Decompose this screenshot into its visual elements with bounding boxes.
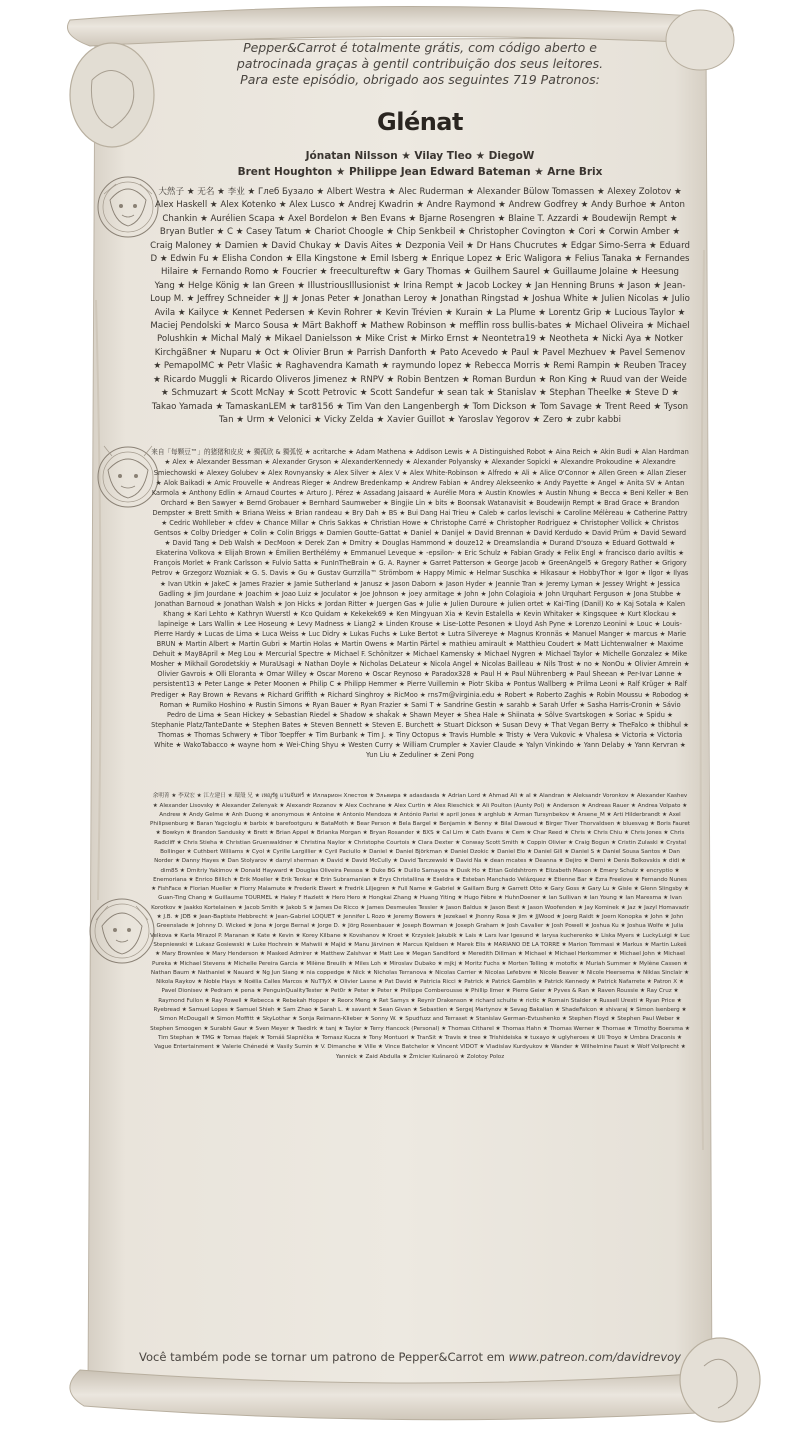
patreon-link[interactable]: www.patreon.com/davidrevoy <box>508 1350 681 1364</box>
intro-line-2: patrocinada graças à gentil contribuição dos seus leitores. <box>236 56 604 71</box>
patrons-tier-3: 来自「每颗豆™」的猪猪和皮皮 ★ 獨孤欣 & 獨弧悦 ★ acritarche ★ Adam Mathena ★ Addison Lewis ★ A Distinguished Robot ★ Aina Reich ★ Akin Budi ★ Alan Hardman ★ Alex ★ Alexander Bessman ★ Alexander Gryson ★ AlexanderKennedy ★ Alexander Polyansky ★ Alexander Sopicki ★ Alexandre Prokoudine ★ Alexandre Smiechowski ★ Alexey Golubev ★ Alex Rovnyansky ★ Alex Silver ★ Alex V ★ Alex White-Robinson ★ Alfredo ★ Ali ★ Alice O'Connor ★ Allen Green ★ Allan Zieser ★ Alok Baikadi ★ Amic Frouvelle ★ Andreas Rieger ★ Andrew Bredenkamp ★ Andrew Fabian ★ Andrey Alekseenko ★ Andy Payette ★ Angel ★ Anita SV ★ Antan Karmola ★ Anthony Edlin ★ Arnaud Courtes ★ Arturo J. Pérez ★ Assadang Jaisaard ★ Aurélie Mora ★ Austin Knowles ★ Austin Nhung ★ Becca ★ Beni Keller ★ Ben Orchard ★ Ben Sawyer ★ Bernd Grobauer ★ Bernhard Saumweber ★ Bingjie Lin ★ bits ★ Boonsak Watanavisit ★ Boudewijn Rempt ★ Brad Grace ★ Brandon Dempster ★ Brett Smith ★ Briana Weiss ★ Brian randeau ★ Bry Dah ★ BS ★ Bui Dang Hai Trieu ★ Caleb ★ carlos levischi ★ Caroline Mélèreau ★ Catherine Pattry ★ Cedric Wohlleber ★ cfdev ★ Chance Millar ★ Chris Sakkas ★ Christian Howe ★ Christophe Carré ★ Christopher Rodriguez ★ Christopher Vollick ★ Christos Gentsos ★ Colby Driedger ★ Colin ★ Colin Briggs ★ Damien Goutte-Gattat ★ Daniel ★ Danijel ★ David Brennan ★ David Kerdudo ★ David Prüm ★ David Seward ★ David Tang ★ Deb Walsh ★ DecMoon ★ Derek Zan ★ Dmitry ★ Douglas Hammond ★ douze12 ★ Dreamslandia ★ Durand D'souza ★ Eduard Gottwald ★ Ekaterina Volkova ★ Elijah Brown ★ Émilien Berthélémy ★ Emmanuel Leveque ★ -epsilon- ★ Eric Schulz ★ Fabian Grady ★ Felix Engl ★ francisco dario aviltis ★ François Morlet ★ Frank Carlsson ★ Fulvio Satta ★ FunInTheBrain ★ G. A. Rayner ★ Garret Patterson ★ George Jacob ★ GreenAngel5 ★ Gregory Rather ★ Grigory Petrov ★ Grzegorz Wozniak ★ G. S. Davis ★ Gu ★ Gustav Gurrzilla™ Strömbom ★ Happy Mimic ★ Helmar Suschka ★ Hikasaur ★ HobbyThor ★ Igor ★ Ilgor ★ Ilyas ★ Ivan Utkin ★ JakeC ★ James Frazier ★ Jamie Sutherland ★ Janusz ★ Jason Daborn ★ Jason Hyder ★ Jeannie Tran ★ Jeremy Lyman ★ Jessey Wright ★ Jessica Gadling ★ Jim Jourdane ★ Joachim ★ Joao Luiz ★ Joculator ★ Joe Johnson ★ joey armitage ★ John ★ John Colagioia ★ John Urquhart Ferguson ★ Jona Stubbe ★ Jonathan Barnoud ★ Jonathan Walsh ★ Jon Hicks ★ Jordan Ritter ★ Juergen Gas ★ Julie ★ Julien Duroure ★ julien ortet ★ Kai-Ting (Danil) Ko ★ Kaj Sotala ★ Kalen Khang ★ Kari Lehto ★ Kathryn Wuerstl ★ Kco Quidam ★ Kekekek69 ★ Ken Mingyuan Xia ★ Kevin Estalella ★ Kevin Whitaker ★ Kingsquee ★ Kurt Klockau ★ lapineige ★ Lars Wallin ★ Lee Hoseung ★ Levy Madness ★ Liang2 ★ Linden Krouse ★ Lise-Lotte Pesonen ★ Lloyd Ash Pyne ★ Lorenzo Leonini ★ Louc ★ Louis-Pierre Hardy ★ Lucas de Lima ★ Luca Weiss ★ Luc Didry ★ Lukas Fuchs ★ Luke Bertot ★ Lutra Silvereye ★ Magnus Kronnäs ★ Manuel Manger ★ marcus ★ Marie BRUN ★ Martin Albert ★ Martin Gubri ★ Martin Holas ★ Martin Owens ★ Martin Pärtel ★ mathieu amirault ★ Matthieu Coudert ★ Matt Lichtenwalner ★ Maxime Dehuit ★ May8April ★ Meg Lou ★ Mercurial Spectre ★ Michael F. Schönitzer ★ Michael Kamensky ★ Michael Nygren ★ Michael Taylor ★ Michelle Gonzalez ★ Mike Mosher ★ Mikhail Gorodetskiy ★ MuraUsagi ★ Nathan Doyle ★ Nicholas DeLateur ★ Nicola Angel ★ Nicolas Bailleau ★ Nils Trost ★ no ★ NonOu ★ Olivier Amrein ★ Olivier Gavrois ★ Olli Eloranta ★ Omar Willey ★ Oscar Moreno ★ Oscar Reynoso ★ Paradox328 ★ Paul H ★ Paul Nührenberg ★ Paul Sheean ★ Per-Ivar Lønne ★ persistent13 ★ Peter Lange ★ Peter Moonen ★ Philip C ★ Philipp Hemmer ★ Pierre Vuillemin ★ Piotr Skiba ★ Pontus Wallberg ★ Prilma Leoni ★ Ralf Krüger ★ Ralf Prediger ★ Ray Brown ★ Revans ★ Richard Griffith ★ Richard Singhroy ★ RicMoo ★ rns7m@virginia.edu ★ Robert ★ Roberto Zaghis ★ Robin Moussu ★ Robodog ★ Roman ★ Rumiko Hoshino ★ Rustin Simons ★ Ryan Bauer ★ Ryan Frazier ★ Sami T ★ Sandrine Gestin ★ sarahb ★ Sarah Urfer ★ Sasha Harris-Cronin ★ Sávio Pedro de Lima ★ Sean Hickey ★ Sebastian Riedel ★ Shadow ★ shaǩak ★ Shawn Meyer ★ Shea Hale ★ Shiinata ★ Sölve Svartskogen ★ Soriac ★ Spidu ★ Stephanie Platz/TanteDante ★ Stephen Bates ★ Steven Bennett ★ Steven E. Burchett ★ Stuart Dickson ★ Susan Devy ★ That Vegan Berry ★ TheFalco ★ thibhul ★ Thomas ★ Thomas Schwery ★ Tibor Toepffer ★ Tim Burbank ★ Tim J. ★ Tiny Octopus ★ Travis Humble ★ Tristy ★ Vera Vukovic ★ Vhalesa ★ Victoria ★ Victoria White ★ WakoTabacco ★ wayne hom ★ Wei-Ching Shyu ★ Westen Curry ★ William Crumpler ★ Xavier Claude ★ Yalyn Vinkindo ★ Yann Delaby ★ Yann Kervran ★ Yun Liu ★ Zeduliner ★ Zeni Pong <box>150 448 690 760</box>
top-patrons <box>150 148 690 180</box>
intro-line-1: Pepper&Carrot é totalmente grátis, com código aberto e <box>243 40 597 55</box>
patreon-invitation-text: Você também pode se tornar um patrono de Pepper&Carrot em <box>139 1350 505 1364</box>
patrons-tier-2: 大然子 ★ 无名 ★ 李业 ★ Глеб Бузало ★ Albert Westra ★ Alec Ruderman ★ Alexander Bülow Tomassen ★ Alexey Zolotov ★ Alex Haskell ★ Alex Kotenko ★ Alex Lusco ★ Andrej Kwadrin ★ Andre Raymond ★ Andrew Godfrey ★ Andy Burhoe ★ Anton Chankin ★ Aurélien Scapa ★ Axel Bordelon ★ Ben Evans ★ Bjarne Rosengren ★ Blaine T. Azzardi ★ Boudewijn Rempt ★ Bryan Butler ★ C ★ Casey Tatum ★ Chariot Choogle ★ Chip Senkbeil ★ Christopher Covington ★ Cori ★ Corwin Amber ★ Craig Maloney ★ Damien ★ David Chukay ★ Davis Aites ★ Dezponia Veil ★ Dr Hans Chucrutes ★ Edgar Simo-Serra ★ Eduard D ★ Edwin Fu ★ Elisha Condon ★ Ella Kingstone ★ Emil Isberg ★ Enrique Lopez ★ Eric Waligora ★ Felius Tanaka ★ Fernandes Hilaire ★ Fernando Romo ★ Foucrier ★ freecultureftw ★ Gary Thomas ★ Guilhem Saurel ★ Guillaume Jolaine ★ Heesung Yang ★ Helge König ★ Ian Green ★ IllustriousIllusionist ★ Irina Rempt ★ Jacob Lockey ★ Jan Henning Bruns ★ Jason ★ Jean-Loup M. ★ Jeffrey Schneider ★ JJ ★ Jonas Peter ★ Jonathan Leroy ★ Jonathan Ringstad ★ Joshua White ★ Julien Nicolas ★ Julio Avila ★ Kailyce ★ Kennet Pedersen ★ Kevin Rohrer ★ Kevin Trévien ★ Kurain ★ La Plume ★ Lorentz Grip ★ Lucious Taylor ★ Maciej Pendolski ★ Marco Sousa ★ Märt Bakhoff ★ Mathew Robinson ★ mefflin ross bullis-bates ★ Michael Oliveira ★ Michael Polushkin ★ Michal Malý ★ Mikael Danielsson ★ Mike Crist ★ Mirko Ernst ★ Neontetra19 ★ Neotheta ★ Nicki Aya ★ Notker Kirchgäßner ★ Nuparu ★ Oct ★ Olivier Brun ★ Parrish Danforth ★ Pato Acevedo ★ Paul ★ Pavel Mezhuev ★ Pavel Semenov ★ PemapolMC ★ Petr Vlašic ★ Raghavendra Kamath ★ raymundo lopez ★ Rebecca Morris ★ Remi Rampin ★ Reuben Tracey ★ Ricardo Muggli ★ Ricardo Oliveros Jimenez ★ RNPV ★ Robin Bentzen ★ Roman Burdun ★ Ron King ★ Ruud van der Weide ★ Schmuzart ★ Scott McNay ★ Scott Petrovic ★ Scott Sandefur ★ sean tak ★ Stanislav ★ Stephan Theelke ★ Steve D ★ Takao Yamada ★ TamaskanLEM ★ tar8156 ★ Tim Van den Langenbergh ★ Tom Dickson ★ Tom Savage ★ Trent Reed ★ Tyson Tan ★ Urm ★ Velonici ★ Vicky Zelda ★ Xavier Guillot ★ Yaroslav Yegorov ★ Zero ★ zubr kabbi <box>150 187 690 425</box>
publisher-logo: Glénat <box>377 108 463 136</box>
patrons-content <box>150 40 690 1062</box>
patreon-invitation <box>110 1350 710 1364</box>
intro-line-3: Para este episódio, obrigado aos seguintes 719 Patronos: <box>240 72 600 87</box>
intro-text <box>150 40 690 88</box>
top-patrons-line-1: Jónatan Nilsson ★ Vilay Tleo ★ DiegoW <box>305 150 535 162</box>
patrons-tier-4: 余明菁 ★ 李双宏 ★ 江左建日 ★ 環殼 兄 ★ เหญูรัฐ แว่นจันทร์ ★ Илларион Хлестов ★ Эльвира ★ adasdasda ★ Adrian Lord ★ Ahmad Ali ★ al ★ Alandran ★ Aleksandr Voronkov ★ Alexander Kashev ★ Alexander Lisovsky ★ Alexander Zelenyak ★ Alexandr Rozanov ★ Alex Cochrane ★ Alex Curtin ★ Alex Rieschick ★ Ali Poulton (Aunty Pol) ★ Anderson ★ Andreas Rauer ★ Andrea Volpato ★ Andrew ★ Andy Gelme ★ Anh Duong ★ anonymous ★ Antoine ★ Antonio Mendoza ★ António Parisi ★ april jones ★ arghlub ★ Arman Tursynbekov ★ Arsene_M ★ Arti Hilderbrandt ★ Axel Philipsenburg ★ Baran Yagcioglu ★ barbix ★ barefootguru ★ BataMoth ★ Bear Person ★ Bela Bargel ★ Benjamin ★ Benny ★ Bilal Dawoud ★ Birger Tiver Thorvaldsen ★ bluesvag ★ Boris Fauret ★ Bowkyn ★ Brandon Sandusky ★ Brett ★ Brian Appel ★ Brianka Morgan ★ Bryan Rosander ★ BXS ★ Cal Lim ★ Cath Evans ★ Cem ★ Char Reed ★ Chris ★ Chris Chiu ★ Chris Jones ★ Chris Radcliff ★ Chris Stieha ★ Christian Gruenwaldner ★ Christina Naylor ★ Christophe Courtois ★ Clara Dexter ★ Conway Scott Smith ★ Coppin Olivier ★ Craig Bogun ★ Cristin Zulaski ★ Crystal Bollinger ★ Cuthbert Williams ★ Cyol ★ Cyrille Largillier ★ Cyril Paciullo ★ Daniel ★ Daniel Björkman ★ Daniel Dzokic ★ Daniel Elo ★ Daniel Gill ★ Daniel S ★ Daniel Sousa Santos ★ Dan Norder ★ Danny Hayes ★ Dan Stolyarov ★ darryl sherman ★ David ★ David McCully ★ David Tarczewski ★ David Na ★ dean mcates ★ Deanna ★ Dejiro ★ Demi ★ Denis Bolkovskis ★ didi ★ dim85 ★ Dmitriy Yakimov ★ Donald Hayward ★ Douglas Oliveira Pessoa ★ Duke BG ★ Duilio Samayoa ★ Dusk Ho ★ Eitan Goldshtrom ★ Elizabeth Mason ★ Emery Schulz ★ encryptio ★ Enemoriana ★ Enrico Billich ★ Erik Moeller ★ Erik Tenkar ★ Erin Subramanian ★ Erys Christallina ★ Eseldra ★ Esteban Manchado Velázquez ★ Etienne Bar ★ Ezra Freelove ★ Fernando Nunes ★ FishFace ★ Florian Mueller ★ Florry Malamute ★ Frederik Elwert ★ Fredrik Liljegren ★ Full Name ★ Gabriel ★ Gaillam Burg ★ Garrett Otto ★ Gary Goss ★ Gary Lu ★ Gisle ★ Glenn Slingsby ★ Guan-Ting Chang ★ Guillaume TOURMEL ★ Haley F Hazlett ★ Hero Hero ★ Hongkai Zhang ★ Huang Yiting ★ Hugo Fèbre ★ HuhnDoener ★ Ian Sullivan ★ Ian Young ★ Ian Maresma ★ Ivan Korotkov ★ Jaakko Kortelainen ★ Jacob Smith ★ Jakob S ★ James De Ricco ★ James Desmeules Tessier ★ Jason Baldus ★ Jason Best ★ Jason Woofenden ★ Jay Kominek ★ Jaz ★ Jazyl Homavazir ★ J.B. ★ JDB ★ Jean-Baptiste Hebbrecht ★ Jean-Gabriel LOQUET ★ Jennifer L Rozo ★ Jeremy Bowers ★ Jezekael ★ Jhonny Rosa ★ Jim ★ JJWood ★ Joerg Raidt ★ Joern Konopka ★ John ★ John Greenslade ★ Johnny D. Wicked ★ Jona ★ Jorge Bernal ★ Jorge D. ★ Jörg Rosenbauer ★ Joseph Bowman ★ Joseph Graham ★ Josh Cavalier ★ Josh Powell ★ Joshua Ku ★ Joshua Wolfe ★ Julia Velkova ★ Karla Mirazol P. Maranan ★ Kate ★ Kevin ★ Korey Kilbane ★ Kovshanov ★ Kroet ★ Krzysiek Jakubik ★ Lais ★ Lars Ivar Igesund ★ larysa kucherenko ★ Liska Myers ★ LuckyLuigi ★ Luc Stepniewski ★ Lukasz Gosiewski ★ Luke Hochrein ★ Mahwiii ★ Majid ★ Manu Järvinen ★ Marcus Kjeldsen ★ Marek Elis ★ MARIANO DE LA TORRE ★ Marion Tommasi ★ Markus ★ Martin Lukeš ★ Mary Brownlee ★ Mary Henderson ★ Masked Admirer ★ Matthew Zalshvar ★ Matt Lee ★ Megan Sandiford ★ Meredith Dillman ★ Michael ★ Michael Herkommer ★ Michael John ★ Michael Pureka ★ Michael Stevens ★ Michelle Pereira Garcia ★ Milène Breuilh ★ Miles Loh ★ Miroslav Dubako ★ mjkj ★ Moritz Fuchs ★ Morten Telling ★ motofix ★ Muriah Summer ★ Mylène Cassen ★ Nathan Baum ★ Nathaniel ★ Nauard ★ Ng Jun Siang ★ nia coppedge ★ Nick ★ Nicholas Terranova ★ Nicolas Carrier ★ Nicolas Lefebvre ★ Nicole Beaver ★ Nicole Heersema ★ Niklas Sinclair ★ Nikola Raykov ★ Noble Hays ★ Noëlia Calles Marcos ★ NuTTyX ★ Olivier Lasne ★ Pat David ★ Patricia Ricci ★ Patrick ★ Patrick Gamblin ★ Patrick Kennedy ★ Patrick Nafarrete ★ Patron X ★ Pavel Dionisev ★ Pedram ★ pena ★ PenguinQualityTester ★ Pet0r ★ Peter ★ Peter ★ Philippe Comberousse ★ Phillip Ilmer ★ Pierre Geier ★ Pyves & Ran ★ Raven Roussie ★ Ray Cruz ★ Raymond Fullon ★ Ray Powell ★ Rebecca ★ Rebekah Hopper ★ Reorx Meng ★ Ret Samys ★ Reynir Drakenson ★ richard schulte ★ rictic ★ Romain Stalder ★ Russell Uresti ★ Ryan Price ★ Ryebread ★ Samuel Lopes ★ Samuel Shieh ★ Sam Zhao ★ Sarah L. ★ savant ★ Sean Givan ★ Sebastien ★ Sergej Martynov ★ Sevag Bakalian ★ ShadeFalcon ★ shivaraj ★ Simon Isenberg ★ Simon McDougall ★ Simon Moffitt ★ SkyLothar ★ Sonja Reimann-Klieber ★ Sonny W. ★ Spudfuzz and Terraset ★ Stanislav German-Evtushenko ★ Stephen Floyd ★ Stephen Paul Weber ★ Stephen Smoogen ★ Surabhi Gaur ★ Sven Meyer ★ Taedirk ★ tanj ★ Taylor ★ Terry Hancock (Personal) ★ Thomas Citharel ★ Thomas Hahn ★ Thomas Werner ★ Thornae ★ Timothy Boersma ★ Tim Stephan ★ TMG ★ Tomas Hajek ★ Tomáš Slapnička ★ Tomasz Kucza ★ Tony Montuori ★ TranSit ★ Travis ★ tree ★ Trishideiska ★ tuxayo ★ uglyheroes ★ Uli Troyo ★ Umbra Draconis ★ Vague Entertainment ★ Valerie Chénedé ★ Vasily Sumin ★ V. Dimanche ★ Ville ★ Vince Batchelor ★ Vincent VIDOT ★ Vladislav Kurdyukov ★ Wander ★ Wilhelmine Faust ★ Wolf Vollprecht ★ Yannick ★ Zaid Abdulla ★ Žmicier Kušnaroŭ ★ Zolotoy Poloz <box>150 793 690 1060</box>
top-patrons-line-2: Brent Houghton ★ Philippe Jean Edward Bateman ★ Arne Brix <box>237 166 603 178</box>
